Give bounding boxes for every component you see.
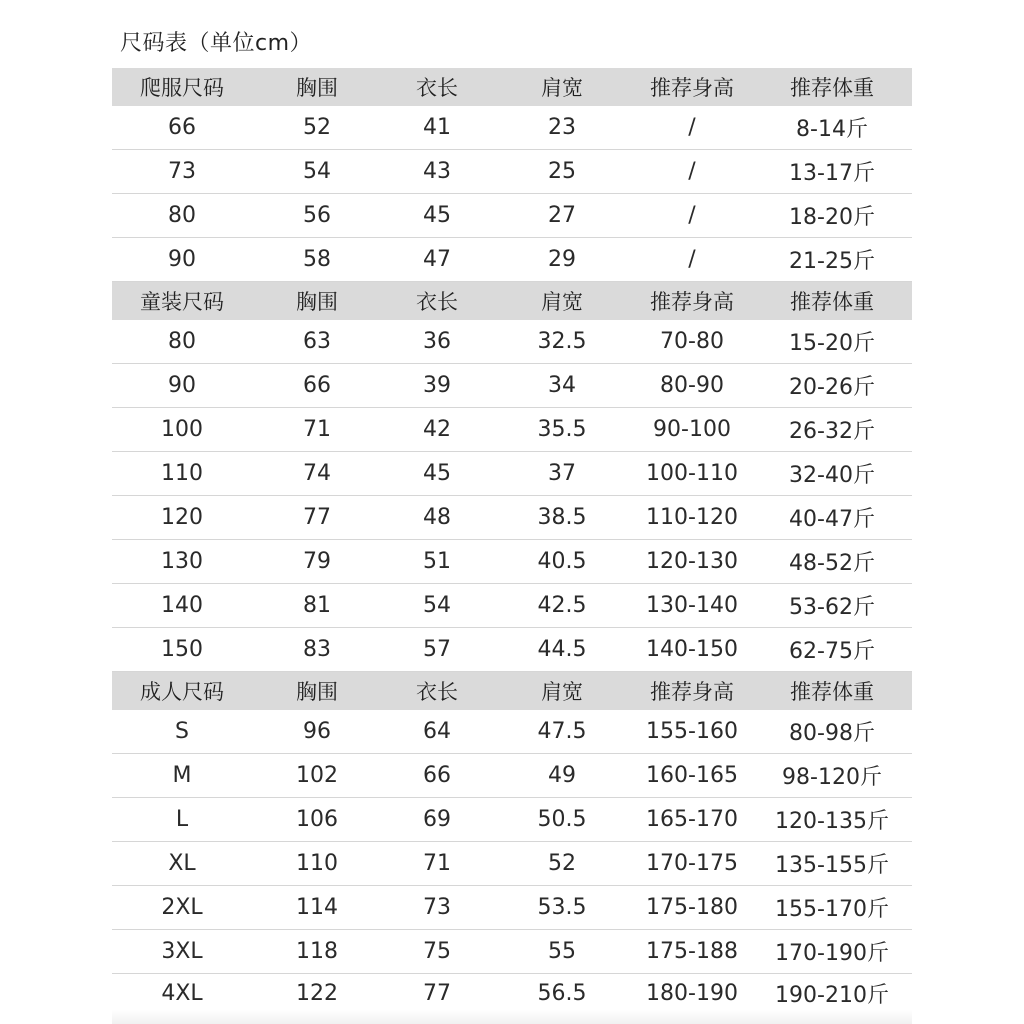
table-cell: 170-190斤 bbox=[775, 941, 889, 966]
table-row bbox=[112, 496, 912, 540]
table-cell: 37 bbox=[548, 461, 576, 486]
size-section bbox=[112, 672, 912, 1012]
column-header: 衣长 bbox=[416, 680, 458, 704]
table-cell: 2XL bbox=[161, 895, 203, 920]
table-cell: 8-14斤 bbox=[796, 117, 868, 142]
table-cell: 175-180 bbox=[646, 895, 738, 920]
table-cell: 81 bbox=[303, 593, 331, 618]
table-cell: 47 bbox=[423, 247, 451, 272]
table-cell: 100-110 bbox=[646, 461, 738, 486]
table-cell: 100 bbox=[161, 417, 203, 442]
table-cell: 77 bbox=[423, 980, 451, 1006]
table-cell: 42 bbox=[423, 417, 451, 442]
table-row bbox=[112, 150, 912, 194]
size-section bbox=[112, 68, 912, 282]
table-cell: 106 bbox=[296, 807, 338, 832]
table-cell: 90 bbox=[168, 373, 196, 398]
table-row bbox=[112, 842, 912, 886]
table-cell: S bbox=[175, 719, 189, 744]
section-header-row bbox=[112, 672, 912, 710]
table-cell: 160-165 bbox=[646, 763, 738, 788]
table-cell: 102 bbox=[296, 763, 338, 788]
table-cell: 62-75斤 bbox=[789, 639, 875, 664]
column-header: 衣长 bbox=[416, 290, 458, 314]
table-cell: 34 bbox=[548, 373, 576, 398]
table-cell: 27 bbox=[548, 203, 576, 228]
table-cell: 63 bbox=[303, 329, 331, 354]
table-cell: 48-52斤 bbox=[789, 551, 875, 576]
table-row bbox=[112, 540, 912, 584]
table-row bbox=[112, 974, 912, 1012]
table-cell: 13-17斤 bbox=[789, 161, 875, 186]
table-cell: 32.5 bbox=[537, 329, 587, 354]
table-cell: 135-155斤 bbox=[775, 853, 889, 878]
table-row bbox=[112, 106, 912, 150]
table-cell: 23 bbox=[548, 115, 576, 140]
table-cell: 50.5 bbox=[537, 807, 587, 832]
table-cell: 54 bbox=[423, 593, 451, 618]
table-cell: 80-98斤 bbox=[789, 721, 875, 746]
table-cell: 54 bbox=[303, 159, 331, 184]
column-header: 推荐身高 bbox=[650, 76, 734, 100]
table-cell: 114 bbox=[296, 895, 338, 920]
table-cell: 170-175 bbox=[646, 851, 738, 876]
table-cell: 70-80 bbox=[660, 329, 724, 354]
table-cell: 120-130 bbox=[646, 549, 738, 574]
table-cell: 80-90 bbox=[660, 373, 724, 398]
table-cell: 47.5 bbox=[537, 719, 587, 744]
table-cell: 73 bbox=[168, 159, 196, 184]
table-cell: 38.5 bbox=[537, 505, 587, 530]
table-cell: 15-20斤 bbox=[789, 331, 875, 356]
cropped-footer bbox=[112, 1010, 912, 1024]
table-cell: 155-160 bbox=[646, 719, 738, 744]
table-cell: 53.5 bbox=[537, 895, 587, 920]
table-cell: 48 bbox=[423, 505, 451, 530]
table-cell: / bbox=[688, 247, 696, 272]
table-cell: 110 bbox=[161, 461, 203, 486]
table-cell: 165-170 bbox=[646, 807, 738, 832]
column-header: 推荐身高 bbox=[650, 680, 734, 704]
table-cell: 83 bbox=[303, 637, 331, 662]
table-row bbox=[112, 452, 912, 496]
table-cell: L bbox=[175, 807, 189, 832]
table-cell: XL bbox=[168, 851, 196, 876]
table-cell: 80 bbox=[168, 203, 196, 228]
table-cell: 36 bbox=[423, 329, 451, 354]
table-cell: 96 bbox=[303, 719, 331, 744]
table-row bbox=[112, 798, 912, 842]
table-row bbox=[112, 584, 912, 628]
table-row bbox=[112, 194, 912, 238]
table-cell: 75 bbox=[423, 939, 451, 964]
column-header: 童装尺码 bbox=[140, 290, 224, 314]
table-cell: 120 bbox=[161, 505, 203, 530]
table-cell: 64 bbox=[423, 719, 451, 744]
column-header: 成人尺码 bbox=[140, 680, 224, 704]
table-row bbox=[112, 320, 912, 364]
section-header-row bbox=[112, 68, 912, 106]
column-header: 衣长 bbox=[416, 76, 458, 100]
table-cell: 150 bbox=[161, 637, 203, 662]
table-cell: 45 bbox=[423, 461, 451, 486]
table-row bbox=[112, 628, 912, 672]
table-cell: 29 bbox=[548, 247, 576, 272]
table-cell: 74 bbox=[303, 461, 331, 486]
table-cell: 35.5 bbox=[537, 417, 587, 442]
column-header: 推荐体重 bbox=[790, 680, 874, 704]
table-cell: 175-188 bbox=[646, 939, 738, 964]
table-cell: 120-135斤 bbox=[775, 809, 889, 834]
table-cell: 49 bbox=[548, 763, 576, 788]
table-cell: 73 bbox=[423, 895, 451, 920]
table-cell: 52 bbox=[303, 115, 331, 140]
column-header: 胸围 bbox=[296, 680, 338, 704]
table-cell: 42.5 bbox=[537, 593, 587, 618]
table-cell: 79 bbox=[303, 549, 331, 574]
table-cell: / bbox=[688, 159, 696, 184]
table-row bbox=[112, 238, 912, 282]
column-header: 肩宽 bbox=[541, 680, 583, 704]
table-cell: 40.5 bbox=[537, 549, 587, 574]
column-header: 胸围 bbox=[296, 76, 338, 100]
size-chart-table bbox=[112, 68, 912, 1012]
table-row bbox=[112, 754, 912, 798]
table-cell: 32-40斤 bbox=[789, 463, 875, 488]
size-section bbox=[112, 282, 912, 672]
table-cell: 90-100 bbox=[653, 417, 731, 442]
table-cell: 140-150 bbox=[646, 637, 738, 662]
table-cell: 51 bbox=[423, 549, 451, 574]
table-cell: 44.5 bbox=[537, 637, 587, 662]
table-cell: / bbox=[688, 115, 696, 140]
table-row bbox=[112, 886, 912, 930]
column-header: 推荐体重 bbox=[790, 76, 874, 100]
table-cell: 25 bbox=[548, 159, 576, 184]
table-cell: 56.5 bbox=[537, 980, 587, 1006]
table-cell: 41 bbox=[423, 115, 451, 140]
table-cell: 56 bbox=[303, 203, 331, 228]
table-cell: 122 bbox=[296, 980, 338, 1006]
table-cell: 3XL bbox=[161, 939, 203, 964]
table-cell: 155-170斤 bbox=[775, 897, 889, 922]
column-header: 肩宽 bbox=[541, 76, 583, 100]
table-cell: 110 bbox=[296, 851, 338, 876]
column-header: 推荐体重 bbox=[790, 290, 874, 314]
table-row bbox=[112, 710, 912, 754]
table-cell: 18-20斤 bbox=[789, 205, 875, 230]
table-row bbox=[112, 930, 912, 974]
table-cell: 21-25斤 bbox=[789, 249, 875, 274]
table-cell: 71 bbox=[303, 417, 331, 442]
section-header-row bbox=[112, 282, 912, 320]
table-cell: 98-120斤 bbox=[782, 765, 882, 790]
column-header: 爬服尺码 bbox=[140, 76, 224, 100]
table-cell: 130-140 bbox=[646, 593, 738, 618]
table-row bbox=[112, 408, 912, 452]
table-cell: 77 bbox=[303, 505, 331, 530]
table-row bbox=[112, 364, 912, 408]
table-cell: M bbox=[172, 763, 192, 788]
column-header: 推荐身高 bbox=[650, 290, 734, 314]
table-cell: 180-190 bbox=[646, 980, 738, 1006]
table-cell: 71 bbox=[423, 851, 451, 876]
table-cell: 66 bbox=[423, 763, 451, 788]
table-cell: 45 bbox=[423, 203, 451, 228]
table-cell: 39 bbox=[423, 373, 451, 398]
table-cell: 58 bbox=[303, 247, 331, 272]
table-cell: 110-120 bbox=[646, 505, 738, 530]
table-cell: 57 bbox=[423, 637, 451, 662]
table-cell: 26-32斤 bbox=[789, 419, 875, 444]
table-cell: 69 bbox=[423, 807, 451, 832]
table-cell: 140 bbox=[161, 593, 203, 618]
column-header: 肩宽 bbox=[541, 290, 583, 314]
table-cell: 190-210斤 bbox=[775, 982, 889, 1008]
table-cell: 90 bbox=[168, 247, 196, 272]
table-cell: 130 bbox=[161, 549, 203, 574]
table-cell: 118 bbox=[296, 939, 338, 964]
table-cell: 40-47斤 bbox=[789, 507, 875, 532]
column-header: 胸围 bbox=[296, 290, 338, 314]
page-title: 尺码表（单位cm） bbox=[120, 31, 313, 56]
table-cell: 66 bbox=[168, 115, 196, 140]
table-cell: 43 bbox=[423, 159, 451, 184]
table-cell: 4XL bbox=[161, 980, 203, 1006]
table-cell: 66 bbox=[303, 373, 331, 398]
table-cell: 20-26斤 bbox=[789, 375, 875, 400]
table-cell: / bbox=[688, 203, 696, 228]
table-cell: 53-62斤 bbox=[789, 595, 875, 620]
table-cell: 52 bbox=[548, 851, 576, 876]
table-cell: 80 bbox=[168, 329, 196, 354]
table-cell: 55 bbox=[548, 939, 576, 964]
